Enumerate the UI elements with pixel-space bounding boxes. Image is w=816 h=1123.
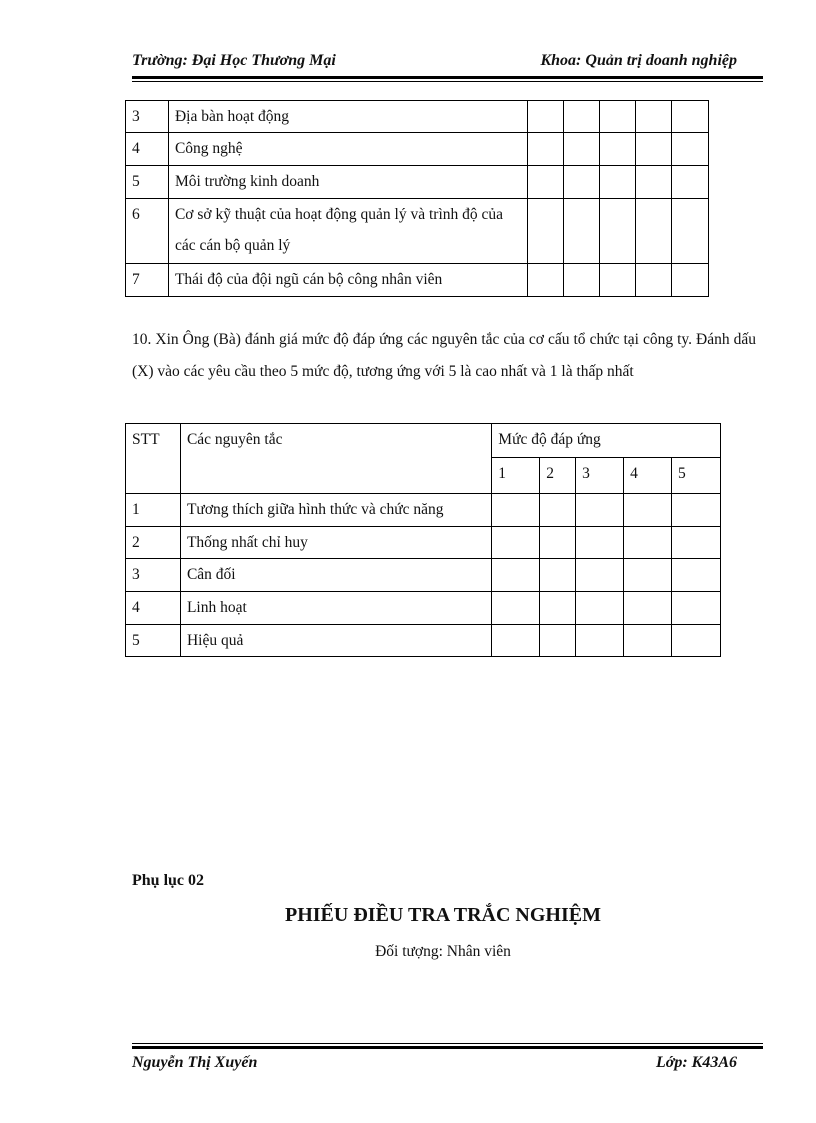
row-number: 7: [132, 271, 140, 288]
table-row: [126, 264, 709, 297]
rating-cell[interactable]: [636, 199, 672, 264]
rating-cell[interactable]: [600, 264, 636, 297]
rating-cell[interactable]: [492, 527, 540, 559]
rating-cell[interactable]: [672, 199, 709, 264]
table-row: [126, 494, 721, 527]
header-rule: [132, 76, 763, 79]
rating-cell[interactable]: [636, 264, 672, 297]
rating-cell[interactable]: [672, 527, 721, 559]
survey-title: PHIẾU ĐIỀU TRA TRẮC NGHIỆM: [285, 904, 601, 926]
row-number: 4: [132, 140, 140, 157]
rating-cell[interactable]: [564, 133, 600, 166]
stt-header: STT: [132, 431, 160, 448]
rating-cell[interactable]: [600, 101, 636, 133]
table-row: [126, 625, 721, 657]
rating-cell[interactable]: [624, 527, 672, 559]
rating-cell[interactable]: [576, 592, 624, 625]
row-number: 6: [132, 206, 140, 223]
faculty-name: Khoa: Quản trị doanh nghiệp: [540, 52, 737, 69]
rating-cell[interactable]: [672, 264, 709, 297]
row-number: 3: [132, 566, 140, 583]
criteria-table-continued: [125, 100, 709, 297]
rating-cell[interactable]: [624, 559, 672, 592]
rating-cell[interactable]: [636, 133, 672, 166]
row-principle: Cân đối: [186, 566, 236, 583]
rating-cell[interactable]: [600, 199, 636, 264]
rating-cell[interactable]: [528, 101, 564, 133]
row-principle: Linh hoạt: [186, 599, 247, 616]
rating-cell[interactable]: [564, 264, 600, 297]
header-rule-thin: [132, 81, 763, 82]
row-number: 5: [132, 632, 140, 649]
question-10-text: 10. Xin Ông (Bà) đánh giá mức độ đáp ứng các nguyên tắc của cơ cấu tổ chức tại công ty. Đánh dấu (X) vào các yêu cầu theo 5 mức độ, tương ứng với 5 là cao nhất và 1 là thấp nhất: [132, 331, 756, 380]
principles-header: Các nguyên tắc: [186, 431, 283, 448]
rating-cell[interactable]: [624, 494, 672, 527]
rating-cell[interactable]: [540, 559, 576, 592]
rating-cell[interactable]: [672, 166, 709, 199]
rating-cell[interactable]: [492, 559, 540, 592]
row-principle: Thống nhất chỉ huy: [186, 534, 308, 551]
rating-cell[interactable]: [624, 625, 672, 657]
principles-rating-table: [125, 423, 721, 657]
rating-cell[interactable]: [672, 625, 721, 657]
rating-cell[interactable]: [528, 264, 564, 297]
rating-cell[interactable]: [672, 494, 721, 527]
rating-cell[interactable]: [540, 592, 576, 625]
level-5-header: 5: [678, 465, 686, 482]
row-principle: Hiệu quả: [186, 632, 244, 649]
rating-cell[interactable]: [672, 559, 721, 592]
rating-cell[interactable]: [576, 494, 624, 527]
level-3-header: 3: [582, 465, 590, 482]
survey-subject: Đối tượng: Nhân viên: [375, 943, 511, 960]
rating-cell[interactable]: [564, 101, 600, 133]
rating-cell[interactable]: [540, 527, 576, 559]
row-number: 5: [132, 173, 140, 190]
rating-cell[interactable]: [540, 625, 576, 657]
rating-cell[interactable]: [528, 133, 564, 166]
row-criterion: Thái độ của đội ngũ cán bộ công nhân viên: [174, 271, 443, 288]
rating-cell[interactable]: [636, 101, 672, 133]
rating-cell[interactable]: [528, 199, 564, 264]
row-number: 2: [132, 534, 140, 551]
level-2-header: 2: [546, 465, 554, 482]
rating-cell[interactable]: [600, 133, 636, 166]
class-code: Lớp: K43A6: [655, 1054, 737, 1071]
level-4-header: 4: [630, 465, 638, 482]
rating-cell[interactable]: [540, 494, 576, 527]
row-number: 3: [132, 108, 140, 125]
row-criterion: Cơ sở kỹ thuật của hoạt động quản lý và trình độ của các cán bộ quản lý: [174, 206, 504, 254]
table-row: [126, 199, 709, 264]
page-header: [132, 50, 763, 76]
page-footer: [132, 1052, 763, 1078]
rating-cell[interactable]: [492, 592, 540, 625]
rating-cell[interactable]: [600, 166, 636, 199]
rating-cell[interactable]: [528, 166, 564, 199]
row-criterion: Địa bàn hoạt động: [174, 108, 290, 125]
row-principle: Tương thích giữa hình thức và chức năng: [186, 501, 444, 518]
row-number: 4: [132, 599, 140, 616]
rating-cell[interactable]: [576, 559, 624, 592]
footer-rule: [132, 1046, 763, 1049]
author-name: Nguyễn Thị Xuyến: [132, 1054, 258, 1071]
school-name: Trường: Đại Học Thương Mại: [132, 52, 336, 69]
level-1-header: 1: [498, 465, 507, 482]
appendix-label: Phụ lục 02: [132, 872, 205, 889]
rating-cell[interactable]: [492, 625, 540, 657]
rating-cell[interactable]: [576, 625, 624, 657]
rating-cell[interactable]: [636, 166, 672, 199]
rating-cell[interactable]: [672, 592, 721, 625]
rating-cell[interactable]: [492, 494, 540, 527]
level-header: Mức độ đáp ứng: [498, 431, 601, 448]
rating-cell[interactable]: [672, 101, 709, 133]
footer-rule-thin: [132, 1043, 763, 1044]
rating-cell[interactable]: [624, 592, 672, 625]
rating-cell[interactable]: [564, 199, 600, 264]
rating-cell[interactable]: [576, 527, 624, 559]
rating-cell[interactable]: [672, 133, 709, 166]
row-criterion: Môi trường kinh doanh: [174, 173, 320, 190]
row-criterion: Công nghệ: [174, 140, 243, 157]
rating-cell[interactable]: [564, 166, 600, 199]
row-number: 1: [132, 501, 140, 518]
